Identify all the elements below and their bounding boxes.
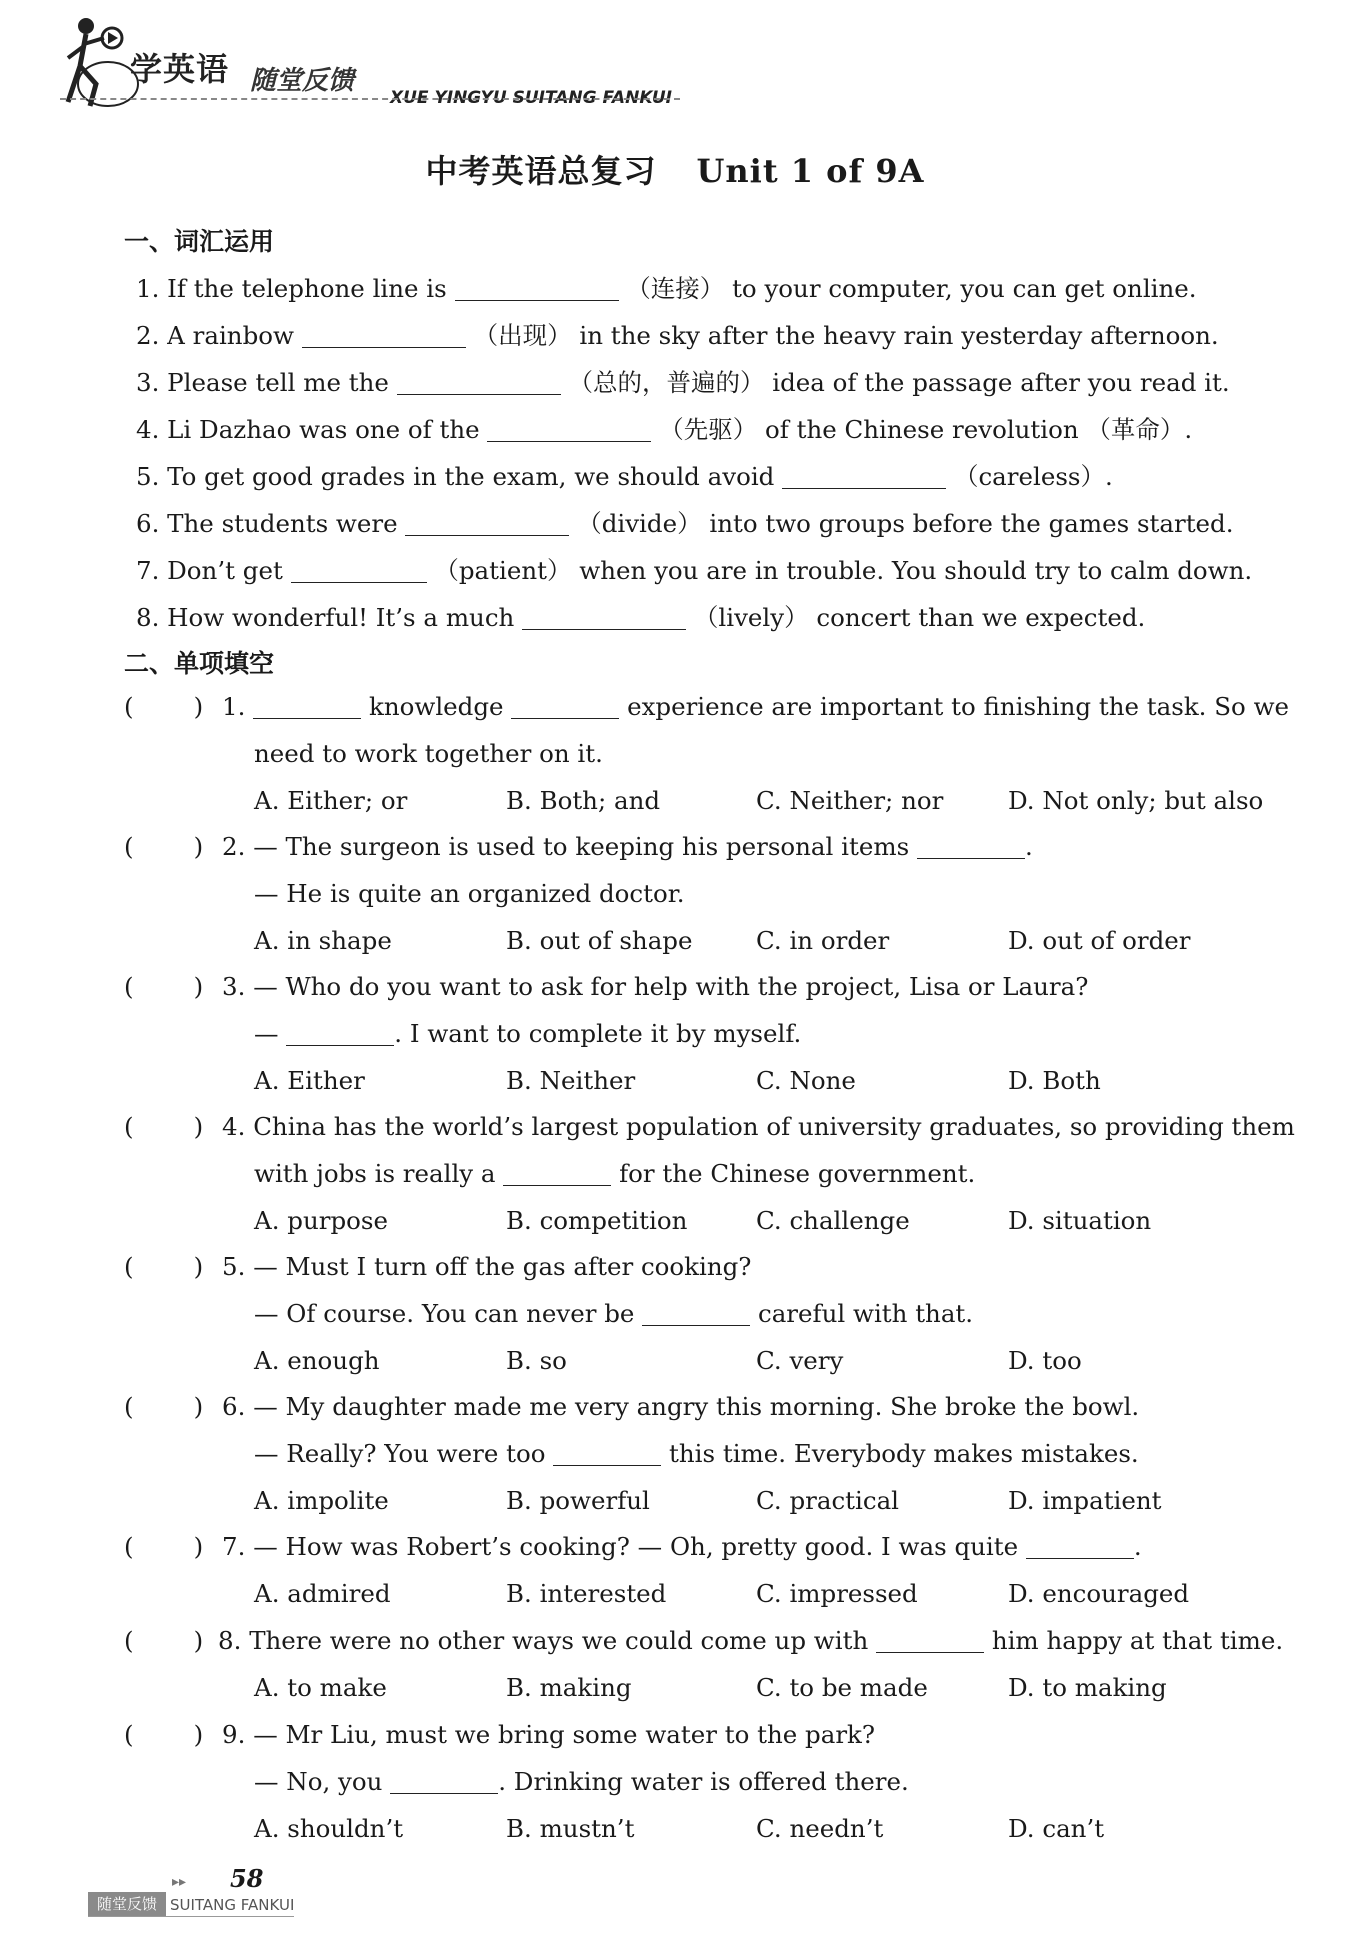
option-a[interactable]: A. to make — [254, 1673, 387, 1702]
option-c[interactable]: C. practical — [756, 1486, 900, 1515]
question-stem: 4. China has the world’s largest population of university graduates, so providing them — [222, 1112, 1295, 1141]
option-d[interactable]: D. can’t — [1008, 1814, 1105, 1843]
answer-blank[interactable] — [553, 1439, 661, 1466]
vocab-item: 2. A rainbow （出现） in the sky after the heavy rain yesterday afternoon. — [136, 321, 1219, 350]
vocab-item: 5. To get good grades in the exam, we should avoid （careless）. — [136, 462, 1113, 491]
answer-bracket[interactable]: ( ) — [124, 1626, 204, 1655]
option-b[interactable]: B. mustn’t — [506, 1814, 635, 1843]
question-stem: 5. — Must I turn off the gas after cooking? — [222, 1252, 752, 1281]
option-b[interactable]: B. powerful — [506, 1486, 650, 1515]
footer-divider — [88, 1916, 294, 1917]
option-a[interactable]: A. shouldn’t — [254, 1814, 404, 1843]
question-stem: 8. There were no other ways we could come up with him happy at that time. — [218, 1626, 1284, 1655]
section-vocabulary-heading: 一、词汇运用 — [124, 227, 275, 256]
question-response: — Of course. You can never be careful with that. — [254, 1299, 974, 1328]
option-b[interactable]: B. so — [506, 1346, 567, 1375]
question-stem: 2. — The surgeon is used to keeping his personal items . — [222, 832, 1033, 861]
answer-blank[interactable] — [487, 415, 651, 442]
option-d[interactable]: D. encouraged — [1008, 1579, 1190, 1608]
option-b[interactable]: B. competition — [506, 1206, 688, 1235]
vocab-item: 7. Don’t get （patient） when you are in trouble. You should try to calm down. — [136, 556, 1253, 585]
option-b[interactable]: B. making — [506, 1673, 632, 1702]
answer-blank[interactable] — [390, 1767, 498, 1794]
option-a[interactable]: A. admired — [254, 1579, 391, 1608]
answer-blank[interactable] — [302, 321, 466, 348]
answer-blank[interactable] — [503, 1159, 611, 1186]
answer-blank[interactable] — [455, 274, 619, 301]
section-single-choice-heading: 二、单项填空 — [124, 649, 275, 678]
answer-blank[interactable] — [1026, 1532, 1134, 1559]
option-c[interactable]: C. in order — [756, 926, 890, 955]
option-c[interactable]: C. challenge — [756, 1206, 910, 1235]
question-stem: 3. — Who do you want to ask for help with the project, Lisa or Laura? — [222, 972, 1089, 1001]
answer-bracket[interactable]: ( ) — [124, 1112, 204, 1141]
answer-blank[interactable] — [522, 603, 686, 630]
vocab-item: 3. Please tell me the （总的，普遍的） idea of the passage after you read it. — [136, 368, 1230, 397]
option-d[interactable]: D. too — [1008, 1346, 1082, 1375]
brand-english: XUE YINGYU SUITANG FANKUI — [390, 88, 673, 108]
option-b[interactable]: B. out of shape — [506, 926, 693, 955]
option-d[interactable]: D. out of order — [1008, 926, 1191, 955]
option-b[interactable]: B. interested — [506, 1579, 667, 1608]
vocab-item: 6. The students were （divide） into two groups before the games started. — [136, 509, 1234, 538]
option-c[interactable]: C. to be made — [756, 1673, 928, 1702]
question-stem: 6. — My daughter made me very angry this morning. She broke the bowl. — [222, 1392, 1140, 1421]
question-stem-continued: with jobs is really a for the Chinese government. — [254, 1159, 976, 1188]
option-a[interactable]: A. purpose — [254, 1206, 388, 1235]
page-title — [0, 146, 1350, 192]
title-english: Unit 1 of 9A — [696, 152, 925, 190]
answer-bracket[interactable]: ( ) — [124, 1532, 204, 1561]
option-b[interactable]: B. Both; and — [506, 786, 661, 815]
page-arrow-icon: ▸▸ — [172, 1874, 187, 1890]
answer-bracket[interactable]: ( ) — [124, 692, 204, 721]
question-stem-continued: need to work together on it. — [254, 739, 603, 768]
question-response: — Really? You were too this time. Everybody makes mistakes. — [254, 1439, 1139, 1468]
option-c[interactable]: C. needn’t — [756, 1814, 884, 1843]
option-d[interactable]: D. Both — [1008, 1066, 1101, 1095]
answer-blank[interactable] — [876, 1626, 984, 1653]
answer-bracket[interactable]: ( ) — [124, 1392, 204, 1421]
page-number: 58 — [230, 1864, 264, 1893]
vocab-item: 8. How wonderful! It’s a much （lively） concert than we expected. — [136, 603, 1146, 632]
answer-blank[interactable] — [397, 368, 561, 395]
question-stem: 9. — Mr Liu, must we bring some water to the park? — [222, 1720, 876, 1749]
answer-blank[interactable] — [405, 509, 569, 536]
option-c[interactable]: C. Neither; nor — [756, 786, 944, 815]
answer-blank[interactable] — [917, 832, 1025, 859]
question-response: — No, you . Drinking water is offered there. — [254, 1767, 909, 1796]
option-a[interactable]: A. Either; or — [254, 786, 408, 815]
answer-bracket[interactable]: ( ) — [124, 1720, 204, 1749]
answer-bracket[interactable]: ( ) — [124, 1252, 204, 1281]
answer-bracket[interactable]: ( ) — [124, 972, 204, 1001]
vocab-item: 4. Li Dazhao was one of the （先驱） of the Chinese revolution （革命）. — [136, 415, 1193, 444]
option-d[interactable]: D. situation — [1008, 1206, 1152, 1235]
question-response: — . I want to complete it by myself. — [254, 1019, 802, 1048]
answer-blank[interactable] — [291, 556, 427, 583]
option-c[interactable]: C. None — [756, 1066, 856, 1095]
option-d[interactable]: D. impatient — [1008, 1486, 1162, 1515]
option-d[interactable]: D. to making — [1008, 1673, 1167, 1702]
answer-blank[interactable] — [642, 1299, 750, 1326]
answer-bracket[interactable]: ( ) — [124, 832, 204, 861]
brand-chinese: 学英语 — [130, 50, 230, 88]
option-b[interactable]: B. Neither — [506, 1066, 636, 1095]
option-c[interactable]: C. impressed — [756, 1579, 918, 1608]
answer-blank[interactable] — [286, 1019, 394, 1046]
vocab-item: 1. If the telephone line is （连接） to your computer, you can get online. — [136, 274, 1197, 303]
footer-tab: 随堂反馈 — [88, 1892, 166, 1916]
title-chinese: 中考英语总复习 — [425, 152, 657, 190]
answer-blank[interactable] — [782, 462, 946, 489]
footer-english: SUITANG FANKUI — [170, 1896, 295, 1914]
option-a[interactable]: A. enough — [254, 1346, 380, 1375]
brand-chinese-secondary: 随堂反馈 — [250, 66, 355, 96]
option-a[interactable]: A. in shape — [254, 926, 392, 955]
option-a[interactable]: A. impolite — [254, 1486, 389, 1515]
answer-blank[interactable] — [511, 692, 619, 719]
question-stem: 7. — How was Robert’s cooking? — Oh, pretty good. I was quite . — [222, 1532, 1142, 1561]
question-response: — He is quite an organized doctor. — [254, 879, 685, 908]
option-a[interactable]: A. Either — [254, 1066, 365, 1095]
header-divider — [60, 98, 680, 100]
answer-blank[interactable] — [253, 692, 361, 719]
option-c[interactable]: C. very — [756, 1346, 844, 1375]
option-d[interactable]: D. Not only; but also — [1008, 786, 1264, 815]
question-stem: 1. knowledge experience are important to finishing the task. So we — [222, 692, 1290, 721]
